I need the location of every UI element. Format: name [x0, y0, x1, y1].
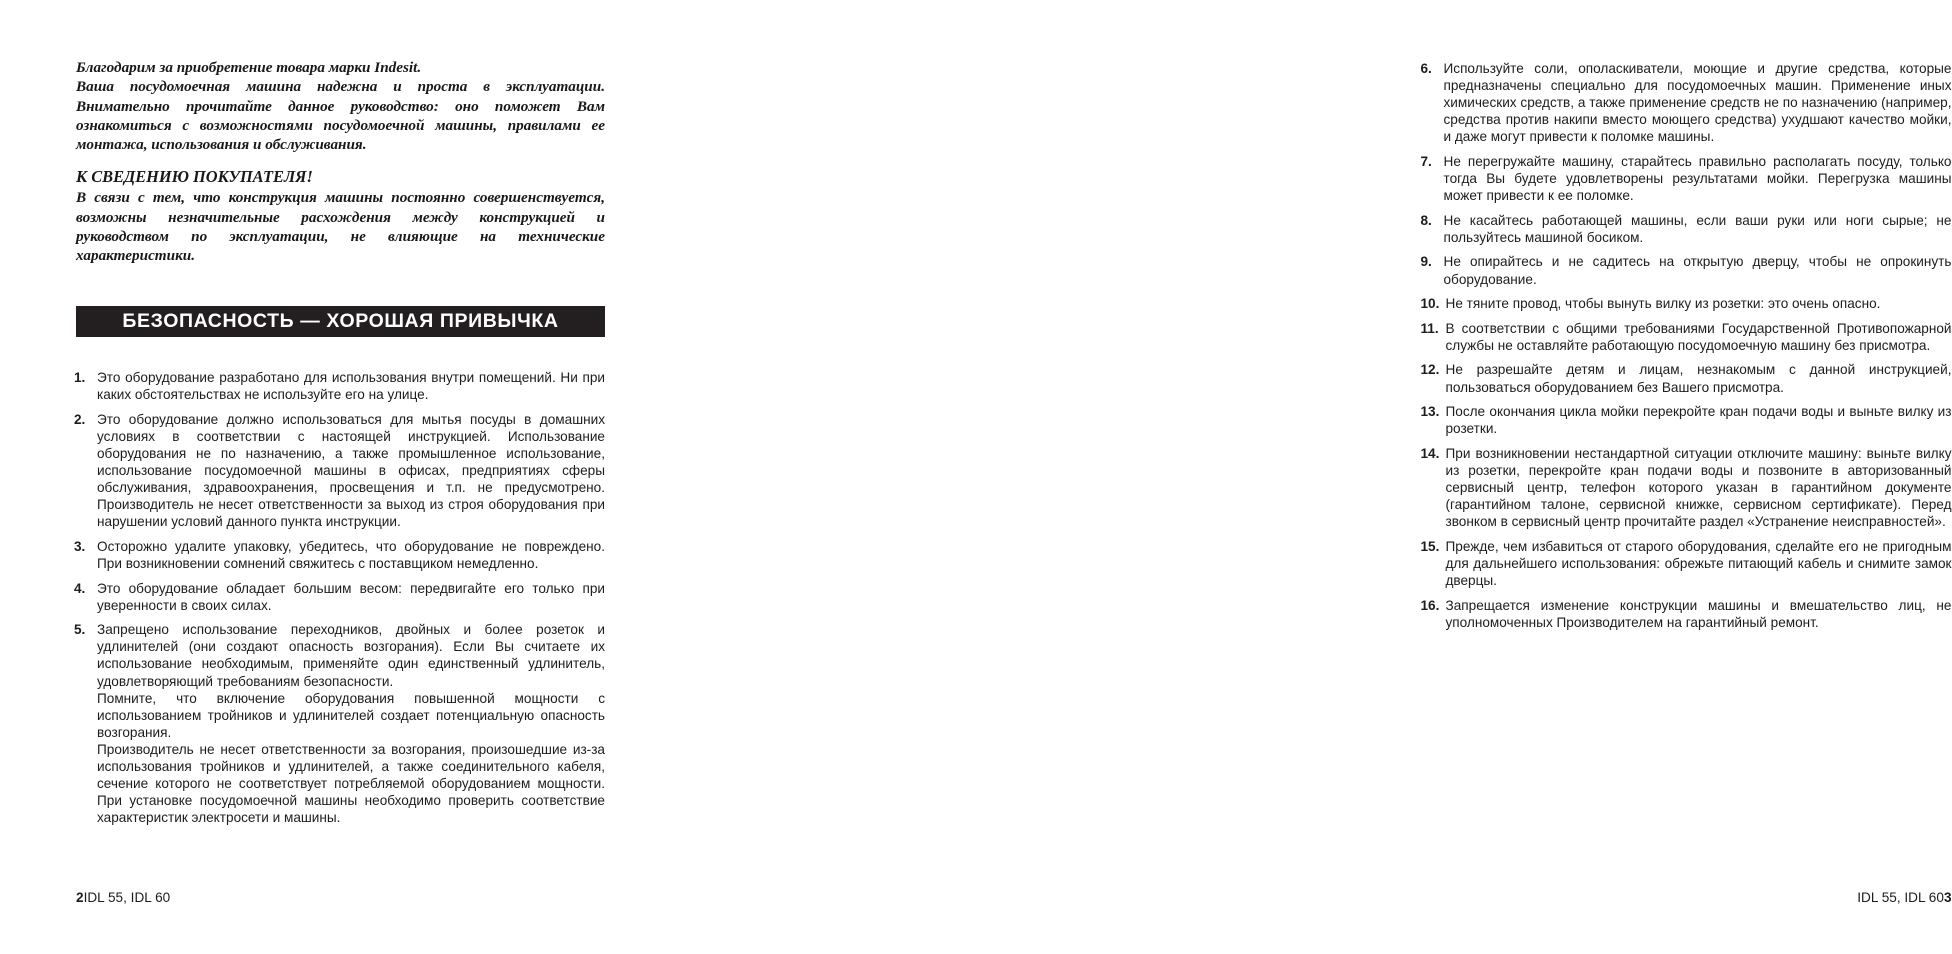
safety-rule-paragraph: При возникновении нестандартной ситуации отключите машину: выньте вилку из розетки, перекройте кран подачи воды и позвоните в авторизованный сервисный центр, телефон которого указан в гарантийном документе (гарантийном талоне, сервисной книжке, сервисном сертификате). Перед звонком в сервисный центр прочитайте раздел «Устранение неисправностей».	[1445, 445, 1952, 530]
section-banner-title: БЕЗОПАСНОСТЬ — ХОРОШАЯ ПРИВЫЧКА	[122, 309, 559, 332]
safety-rule-paragraph: Не перегружайте машину, старайтесь правильно располагать посуду, только тогда Вы будете удовлетворены результатами мойки. Перегрузка машины может привести к ее поломке.	[1443, 153, 1952, 204]
safety-rule-text	[1444, 212, 1952, 246]
safety-rule-item	[1421, 403, 1952, 437]
safety-rule-paragraph: Производитель не несет ответственности за возгорания, произошедшие из-за использования тройников и удлинителей, а также соединительного кабеля, сечение которого не соответствует потребляемой оборудованием мощности. При установке посудомоечной машины необходимо проверить соответствие характеристик электросети и машины.	[97, 741, 605, 826]
safety-rule-text	[1446, 538, 1952, 589]
safety-rule-paragraph: Запрещено использование переходников, двойных и более розеток и удлинителей (они создают опасность возгорания). Если Вы считаете их использование необходимым, применяйте один единственный удлинитель, удовлетворяющий требованиям безопасности.	[97, 622, 605, 689]
safety-rule-text	[1446, 445, 1952, 530]
safety-rule-number: 6.	[1420, 61, 1432, 76]
safety-rule-number: 3.	[74, 538, 86, 554]
footer-right	[1421, 888, 1952, 906]
safety-rule-item	[1421, 60, 1952, 145]
safety-rule-paragraph: Не тяните провод, чтобы вынуть вилку из розетки: это очень опасно.	[1445, 296, 1881, 312]
model-code: IDL 55, IDL 60	[1857, 889, 1944, 905]
safety-rules-list-right	[1421, 60, 1952, 631]
safety-rule-number: 16.	[1420, 597, 1440, 613]
intro-description: Ваша посудомоечная машина надежна и проста в эксплуатации. Внимательно прочитайте данное руководство: оно поможет Вам ознакомиться с возможностями посудомоечной машины, правилами ее монтажа, использования и обслуживания.	[76, 78, 605, 154]
safety-rule-item	[74, 580, 605, 614]
safety-rule-text	[97, 621, 605, 826]
safety-rule-item	[1421, 253, 1952, 287]
safety-rule-item	[1421, 212, 1952, 246]
safety-rule-text	[97, 411, 605, 531]
safety-rule-text	[1446, 597, 1952, 631]
safety-rule-text	[1446, 320, 1952, 354]
notice-heading: К СВЕДЕНИЮ ПОКУПАТЕЛЯ!	[76, 167, 313, 187]
safety-rule-number: 8.	[1420, 212, 1432, 228]
safety-rule-text	[97, 580, 605, 614]
safety-rule-item	[74, 369, 605, 403]
safety-rule-paragraph: Осторожно удалите упаковку, убедитесь, что оборудование не повреждено. При возникновении сомнений свяжитесь с поставщиком немедленно.	[97, 538, 605, 571]
safety-rule-paragraph: Запрещается изменение конструкции машины и вмешательство лиц, не уполномоченных Производителем на гарантийный ремонт.	[1445, 597, 1952, 630]
safety-rule-number: 1.	[74, 370, 86, 385]
safety-rule-paragraph: Не касайтесь работающей машины, если ваши руки или ноги сырые; не пользуйтесь машиной босиком.	[1443, 212, 1952, 245]
intro-block	[76, 58, 605, 266]
safety-rule-number: 4.	[74, 580, 86, 596]
safety-rule-number: 15.	[1420, 538, 1440, 554]
intro-thanks-line: Благодарим за приобретение товара марки Indesit.	[76, 59, 422, 76]
safety-rule-text	[1446, 295, 1952, 312]
safety-rule-number: 5.	[74, 622, 86, 638]
safety-rule-paragraph: Не разрешайте детям и лицам, незнакомым с данной инструкцией, пользоваться оборудованием без Вашего присмотра.	[1445, 362, 1952, 395]
safety-rule-text	[1444, 60, 1952, 145]
safety-rule-paragraph: Используйте соли, ополаскиватели, моющие и другие средства, которые предназначены специально для посудомоечных машин. Применение иных химических средств, а также применение средств не по назначению (например, средства против накипи вместо моющего средства) ухудшают качество мойки, и даже могут привести к поломке машины.	[1443, 61, 1952, 145]
safety-rule-number: 9.	[1420, 254, 1432, 270]
safety-rule-paragraph: После окончания цикла мойки перекройте кран подачи воды и выньте вилку из розетки.	[1445, 404, 1952, 437]
safety-rule-paragraph: Не опирайтесь и не садитесь на открытую дверцу, чтобы не опрокинуть оборудование.	[1443, 254, 1952, 287]
page-number: 3	[1943, 889, 1952, 905]
safety-rule-paragraph: Это оборудование обладает большим весом: передвигайте его только при уверенности в своих силах.	[97, 580, 605, 613]
safety-rule-item	[1421, 445, 1952, 530]
safety-rule-item	[1421, 153, 1952, 204]
safety-rule-number: 12.	[1420, 362, 1440, 378]
safety-rule-paragraph: Это оборудование разработано для использования внутри помещений. Ни при каких обстоятельствах не используйте его на улице.	[97, 370, 605, 403]
safety-rule-item	[74, 538, 605, 572]
safety-rule-number: 7.	[1420, 153, 1432, 169]
safety-rule-text	[97, 538, 605, 572]
safety-rule-text	[1446, 403, 1952, 437]
safety-rule-number: 13.	[1420, 404, 1440, 420]
safety-rule-text	[1446, 361, 1952, 395]
safety-rule-item	[74, 411, 605, 531]
safety-rule-text	[97, 369, 605, 403]
safety-rule-number: 11.	[1420, 320, 1439, 336]
safety-rule-paragraph: Помните, что включение оборудования повышенной мощности с использованием тройников и удлинителей создает потенциальную опасность возгорания.	[97, 690, 605, 740]
left-page	[0, 0, 676, 954]
safety-rule-text	[1444, 153, 1952, 204]
page-number: 2	[76, 889, 84, 905]
safety-rule-item	[1421, 295, 1952, 312]
footer-left	[76, 888, 605, 906]
section-banner	[76, 306, 605, 337]
safety-rule-text	[1444, 253, 1952, 287]
safety-rule-number: 14.	[1420, 445, 1440, 461]
safety-rule-number: 10.	[1420, 296, 1440, 312]
safety-rule-item	[1421, 320, 1952, 354]
safety-rule-item	[1421, 597, 1952, 631]
safety-rule-item	[1421, 361, 1952, 395]
safety-rule-paragraph: Это оборудование должно использоваться для мытья посуды в домашних условиях в соответствии с настоящей инструкцией. Использование оборудования не по назначению, а также промышленное использование, использование посудомоечной машины в офисах, предприятиях сферы обслуживания, здравоохранения, просвещения и т.п. не предусмотрено. Производитель не несет ответственности за выход из строя оборудования при нарушении условий данного пункта инструкции.	[97, 411, 605, 530]
safety-rules-list-left	[74, 369, 605, 826]
safety-rule-paragraph: Прежде, чем избавиться от старого оборудования, сделайте его не пригодным для дальнейшего использования: обрежьте питающий кабель и снимите замок дверцы.	[1445, 538, 1952, 588]
safety-rule-item	[1421, 538, 1952, 589]
safety-rule-item	[74, 621, 605, 826]
safety-rule-paragraph: В соответствии с общими требованиями Государственной Противопожарной службы не оставляйте работающую посудомоечную машину без присмотра.	[1445, 320, 1952, 353]
safety-rule-number: 2.	[74, 411, 86, 427]
model-code: IDL 55, IDL 60	[83, 889, 171, 905]
notice-body: В связи с тем, что конструкция машины постоянно совершенствуется, возможны незначительные расхождения между конструкцией и руководством по эксплуатации, не влияющие на технические характеристики.	[76, 189, 605, 265]
right-page	[676, 0, 1952, 954]
intro-paragraph	[76, 58, 605, 154]
